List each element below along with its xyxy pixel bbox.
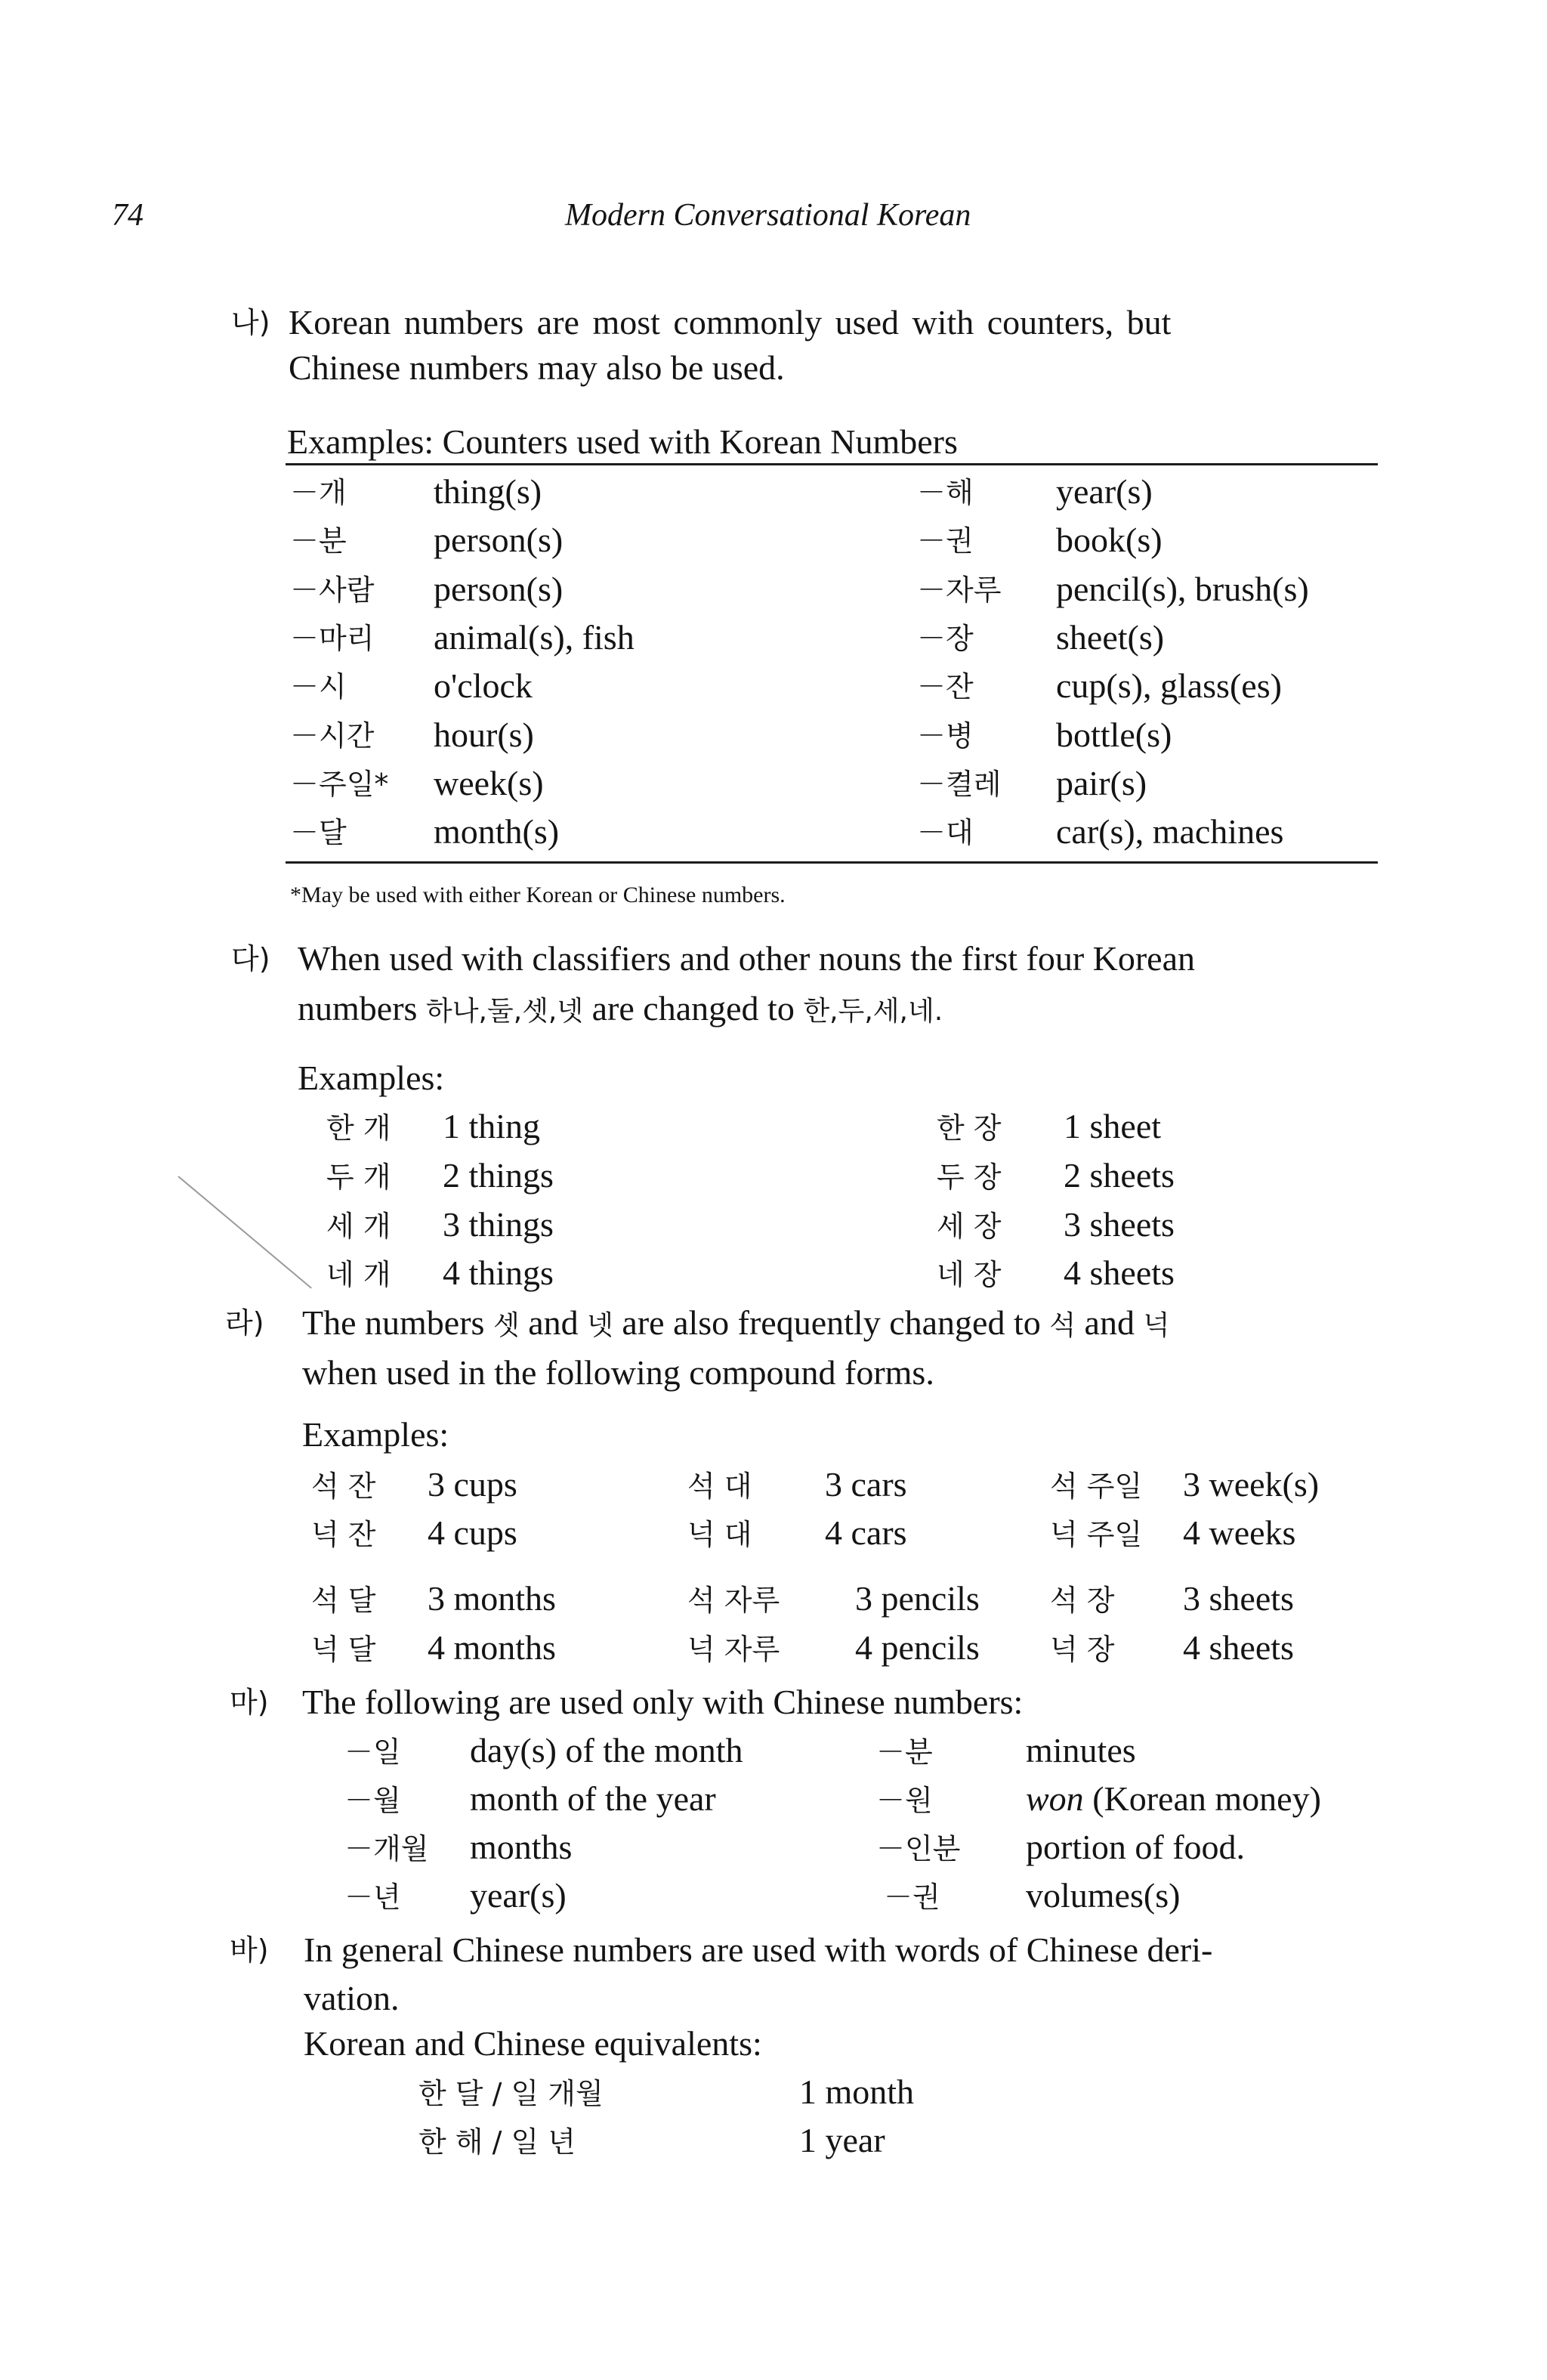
running-title: Modern Conversational Korean <box>565 198 971 233</box>
counter-korean: －마리 <box>290 622 375 655</box>
table-bottom-rule <box>286 861 1378 864</box>
ra-text: The numbers <box>302 1303 485 1342</box>
compound-english: 4 pencils <box>855 1628 980 1667</box>
counter-korean: －주일* <box>290 768 389 801</box>
da-korean-native-numbers: 하나,둘,셋,넷 <box>425 996 584 1027</box>
section-marker-ma: 마) <box>230 1686 269 1719</box>
chinese-counter-meaning: day(s) of the month <box>470 1731 743 1770</box>
counter-meaning: book(s) <box>1056 521 1163 559</box>
example-korean: 네 개 <box>326 1258 391 1291</box>
ba-paragraph-line-2: vation. <box>304 1979 400 2017</box>
counter-korean: －켤레 <box>917 768 1002 801</box>
example-english: 3 sheets <box>1064 1205 1175 1244</box>
da-paragraph-line-1: When used with classifiers and other nouns the first four Korean <box>298 939 1196 978</box>
da-paragraph-line-2 <box>298 991 943 1026</box>
chinese-counter-meaning: volumes(s) <box>1026 1876 1181 1915</box>
won-term: won <box>1026 1779 1084 1818</box>
counter-meaning: cup(s), glass(es) <box>1056 666 1282 705</box>
pencil-mark <box>178 1176 311 1288</box>
compound-english: 4 cars <box>825 1513 907 1552</box>
example-english: 2 things <box>443 1156 554 1195</box>
ra-korean-set: 셋 <box>493 1310 520 1341</box>
counter-korean: －개 <box>290 476 347 509</box>
equivalent-korean: 한 해 / 일 년 <box>418 2125 576 2159</box>
example-english: 2 sheets <box>1064 1156 1175 1195</box>
na-paragraph-line-1: Korean numbers are most commonly used with counters, but <box>289 303 1172 342</box>
ra-paragraph-line-1 <box>302 1303 1170 1342</box>
ba-paragraph-line-1: In general Chinese numbers are used with words of Chinese deri- <box>304 1930 1213 1969</box>
ra-text: and <box>1084 1303 1135 1342</box>
compound-english: 3 cars <box>825 1465 907 1504</box>
ra-text: and <box>528 1303 579 1342</box>
ra-korean-neok: 넉 <box>1143 1310 1170 1341</box>
compound-english: 4 sheets <box>1183 1628 1294 1667</box>
compound-korean: 석 주일 <box>1050 1470 1143 1503</box>
table-footnote: *May be used with either Korean or Chinese numbers. <box>290 882 786 907</box>
compound-korean: 넉 자루 <box>687 1633 780 1666</box>
counter-korean: －권 <box>917 524 974 558</box>
section-marker-da: 다) <box>231 942 270 975</box>
counter-meaning: pencil(s), brush(s) <box>1056 570 1309 608</box>
example-korean: 두 장 <box>937 1161 1002 1194</box>
chinese-counter-meaning: year(s) <box>470 1876 567 1915</box>
section-marker-ba: 바) <box>230 1933 269 1967</box>
ra-korean-net: 넷 <box>587 1310 613 1341</box>
chinese-counter-korean: －원 <box>876 1784 933 1817</box>
example-korean: 네 장 <box>937 1258 1002 1291</box>
compound-korean: 석 달 <box>311 1584 376 1617</box>
equivalent-english: 1 year <box>799 2121 885 2159</box>
chinese-counter-meaning: portion of food. <box>1026 1828 1246 1866</box>
counter-meaning: person(s) <box>434 570 564 608</box>
ra-korean-seok: 석 <box>1049 1310 1076 1341</box>
compound-english: 4 weeks <box>1183 1513 1296 1552</box>
compound-korean: 넉 대 <box>687 1518 752 1551</box>
counter-korean: －자루 <box>917 573 1002 607</box>
chinese-counter-meaning: minutes <box>1026 1731 1136 1770</box>
ra-paragraph-line-2: when used in the following compound forms. <box>302 1353 934 1392</box>
counter-meaning: o'clock <box>434 666 533 705</box>
counter-korean: －잔 <box>917 670 974 703</box>
compound-english: 3 week(s) <box>1183 1465 1320 1504</box>
counter-korean: －시 <box>290 670 347 703</box>
counter-meaning: thing(s) <box>434 472 542 511</box>
won-gloss: (Korean money) <box>1092 1779 1321 1818</box>
chinese-counter-korean: －일 <box>344 1736 401 1769</box>
counter-korean: －사람 <box>290 573 375 607</box>
chinese-counter-korean: －년 <box>344 1881 401 1914</box>
counter-korean: －해 <box>917 476 974 509</box>
da-text: are changed to <box>591 989 795 1028</box>
chinese-counter-meaning <box>1026 1779 1321 1818</box>
counter-korean: －시간 <box>290 719 375 753</box>
section-marker-ra: 라) <box>225 1306 264 1340</box>
compound-english: 4 cups <box>428 1513 517 1552</box>
section-marker-na: 나) <box>231 306 270 339</box>
chinese-counter-korean: －개월 <box>344 1832 429 1865</box>
compound-korean: 넉 잔 <box>311 1518 376 1551</box>
example-english: 3 things <box>443 1205 554 1244</box>
counter-meaning: month(s) <box>434 812 560 851</box>
chinese-counter-meaning: month of the year <box>470 1779 716 1818</box>
chinese-counter-korean: －분 <box>876 1736 933 1769</box>
counter-korean: －대 <box>917 816 974 849</box>
example-korean: 두 개 <box>326 1161 391 1194</box>
da-examples-label: Examples: <box>298 1059 445 1097</box>
counters-table-title: Examples: Counters used with Korean Numbers <box>287 422 958 461</box>
compound-english: 3 sheets <box>1183 1579 1294 1618</box>
counter-meaning: person(s) <box>434 521 564 559</box>
example-english: 4 sheets <box>1064 1253 1175 1292</box>
compound-korean: 석 대 <box>687 1470 752 1503</box>
compound-english: 3 months <box>428 1579 556 1618</box>
counter-korean: －장 <box>917 622 974 655</box>
compound-korean: 넉 장 <box>1050 1633 1115 1666</box>
compound-english: 4 months <box>428 1628 556 1667</box>
example-korean: 세 개 <box>326 1210 391 1243</box>
example-korean: 한 장 <box>937 1111 1002 1145</box>
ra-examples-label: Examples: <box>302 1415 449 1454</box>
equivalent-english: 1 month <box>799 2072 915 2111</box>
compound-korean: 석 잔 <box>311 1470 376 1503</box>
chinese-counter-meaning: months <box>470 1828 573 1866</box>
chinese-counter-korean: －인분 <box>876 1832 961 1865</box>
chinese-counter-korean: －월 <box>344 1784 401 1817</box>
counter-meaning: week(s) <box>434 764 544 802</box>
page-number: 74 <box>112 198 144 233</box>
counter-meaning: bottle(s) <box>1056 716 1172 754</box>
compound-korean: 석 장 <box>1050 1584 1115 1617</box>
equivalent-korean: 한 달 / 일 개월 <box>418 2077 604 2110</box>
example-english: 1 thing <box>443 1107 541 1145</box>
compound-english: 3 pencils <box>855 1579 980 1618</box>
table-top-rule <box>286 463 1378 465</box>
ma-paragraph-line-1: The following are used only with Chinese numbers: <box>302 1683 1024 1721</box>
counter-korean: －병 <box>917 719 974 753</box>
counter-meaning: hour(s) <box>434 716 534 754</box>
ba-paragraph-line-3: Korean and Chinese equivalents: <box>304 2024 762 2063</box>
na-paragraph-line-2: Chinese numbers may also be used. <box>289 348 785 387</box>
counter-korean: －달 <box>290 816 347 849</box>
da-korean-changed-numbers: 한,두,세,네. <box>803 996 943 1027</box>
compound-korean: 넉 달 <box>311 1633 376 1666</box>
counter-meaning: car(s), machines <box>1056 812 1284 851</box>
example-korean: 한 개 <box>326 1111 391 1145</box>
chinese-counter-korean: －권 <box>884 1881 940 1914</box>
example-english: 4 things <box>443 1253 554 1292</box>
counter-korean: －분 <box>290 524 347 558</box>
counter-meaning: animal(s), fish <box>434 618 635 657</box>
compound-english: 3 cups <box>428 1465 517 1504</box>
da-text: numbers <box>298 989 418 1028</box>
compound-korean: 넉 주일 <box>1050 1518 1143 1551</box>
counter-meaning: sheet(s) <box>1056 618 1165 657</box>
compound-korean: 석 자루 <box>687 1584 780 1617</box>
ra-text: are also frequently changed to <box>622 1303 1041 1342</box>
counter-meaning: year(s) <box>1056 472 1153 511</box>
example-english: 1 sheet <box>1064 1107 1162 1145</box>
counter-meaning: pair(s) <box>1056 764 1147 802</box>
example-korean: 세 장 <box>937 1210 1002 1243</box>
